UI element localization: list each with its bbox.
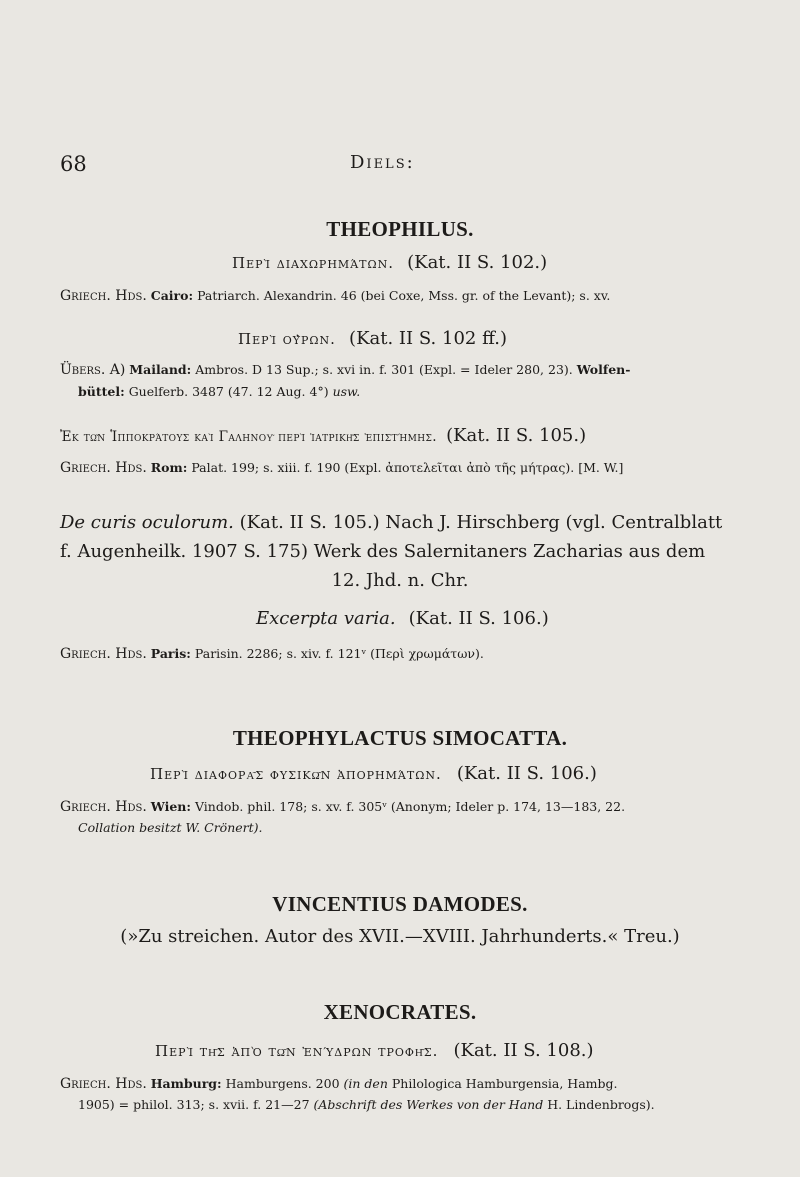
catalog-ref: (Kat. II S. 106.) — [408, 608, 549, 629]
ms-location: Hamburg: — [150, 1076, 222, 1091]
manuscript-line — [60, 460, 623, 476]
ms-label: Griech. Hds. — [60, 646, 147, 662]
ms-text: Palat. 199; s. xiii. f. 190 (Expl. ἀποτελεῖται ἀπὸ τῆς μήτρας). — [191, 460, 575, 475]
body-line: 12. Jhd. n. Chr. — [331, 570, 469, 591]
ms-text: H. Lindenbrogs). — [547, 1097, 655, 1112]
section-title-vincentius: VINCENTIUS DAMODES. — [272, 892, 528, 916]
ms-location: Mailand: — [129, 362, 192, 377]
manuscript-line: Collation besitzt W. Crönert). — [78, 820, 263, 835]
ms-location: Paris: — [150, 646, 191, 661]
editor-note: (»Zu streichen. Autor des XVII.—XVIII. Jahrhunderts.« Treu.) — [120, 926, 680, 947]
manuscript-line — [60, 646, 484, 662]
ms-label: Griech. Hds. — [60, 460, 147, 476]
ms-text: Parisin. 2286; s. xiv. f. 121ᵛ (Περὶ χρωμάτων). — [194, 646, 484, 661]
work-title — [232, 252, 547, 273]
ms-label: Griech. Hds. — [60, 799, 147, 815]
ms-location: Wien: — [150, 799, 191, 814]
manuscript-line — [78, 1097, 655, 1112]
ms-label: Griech. Hds. — [60, 288, 147, 304]
work-title — [60, 425, 586, 446]
latin-title: Excerpta varia. — [256, 608, 396, 629]
ms-location: büttel: — [78, 384, 125, 399]
ms-text: Ambros. D 13 Sup.; s. xvi in. f. 301 (Expl. = Ideler 280, 23). — [195, 362, 573, 377]
work-title — [256, 608, 549, 629]
catalog-ref: (Kat. II S. 102 ff.) — [349, 328, 507, 349]
greek-title: Περὶ τῆς ἀπὸ τῶν ἐνύδρων τροφῆς. — [155, 1042, 439, 1060]
ms-text: 1905) = philol. 313; s. xvii. f. 21—27 — [78, 1097, 310, 1112]
manuscript-line — [60, 799, 625, 815]
section-title-theophilus: THEOPHILUS. — [326, 217, 474, 241]
ms-text: Hamburgens. 200 — [225, 1076, 340, 1091]
greek-title: Περὶ οὔρων. — [238, 330, 336, 348]
ms-text: Philologica Hamburgensia, Hambg. — [391, 1076, 618, 1091]
latin-title: De curis oculorum. — [60, 512, 234, 533]
catalog-ref: (Kat. II S. 105.) — [446, 425, 587, 446]
work-title — [150, 763, 597, 784]
body-line — [60, 512, 722, 533]
catalog-ref: (Kat. II S. 102.) — [407, 252, 548, 273]
ms-italic: (Abschrift des Werkes von der Hand — [313, 1097, 544, 1112]
section-title-theophylactus: THEOPHYLACTUS SIMOCATTA. — [232, 726, 568, 750]
ms-label: Übers. A) — [60, 362, 126, 378]
ms-text: Vindob. phil. 178; s. xv. f. 305ᵛ (Anonym; Ideler p. 174, 13—183, 22. — [194, 799, 626, 814]
greek-title: Περὶ διαχωρημάτων. — [232, 254, 394, 272]
greek-title: Περὶ διαφορᾶς φυσικῶν ἀπορημάτων. — [150, 765, 442, 783]
body-line: f. Augenheilk. 1907 S. 175) Werk des Salernitaners Zacharias aus dem — [60, 541, 706, 562]
ms-text: Patriarch. Alexandrin. 46 (bei Coxe, Mss. gr. of the Levant); s. xv. — [197, 288, 611, 303]
running-title: Diels: — [350, 152, 415, 173]
page-number: 68 — [60, 152, 87, 176]
manuscript-line — [60, 1076, 618, 1092]
manuscript-line — [78, 384, 360, 399]
ms-label: Griech. Hds. — [60, 1076, 147, 1092]
ms-italic: (in den — [343, 1076, 388, 1091]
work-title — [238, 328, 507, 349]
ms-location: Rom: — [150, 460, 188, 475]
signature: [M. W.] — [578, 460, 624, 475]
ms-text: Guelferb. 3487 (47. 12 Aug. 4°) — [128, 384, 329, 399]
section-title-xenocrates: XENOCRATES. — [323, 1000, 477, 1024]
catalog-ref: (Kat. II S. 106.) — [456, 763, 597, 784]
manuscript-line — [60, 362, 630, 378]
manuscript-line — [60, 288, 610, 304]
body-text: (Kat. II S. 105.) Nach J. Hirschberg (vgl. Centralblatt — [239, 512, 723, 533]
greek-title: Ἐκ τῶν Ἱπποκράτους καὶ Γαληνοῦ περὶ ἰατρικῆς ἐπιστήμης. — [60, 429, 437, 445]
ms-location: Wolfen- — [576, 362, 631, 377]
work-title — [155, 1040, 594, 1061]
catalog-ref: (Kat. II S. 108.) — [453, 1040, 594, 1061]
ms-location: Cairo: — [150, 288, 194, 303]
ms-usw: usw. — [332, 384, 361, 399]
